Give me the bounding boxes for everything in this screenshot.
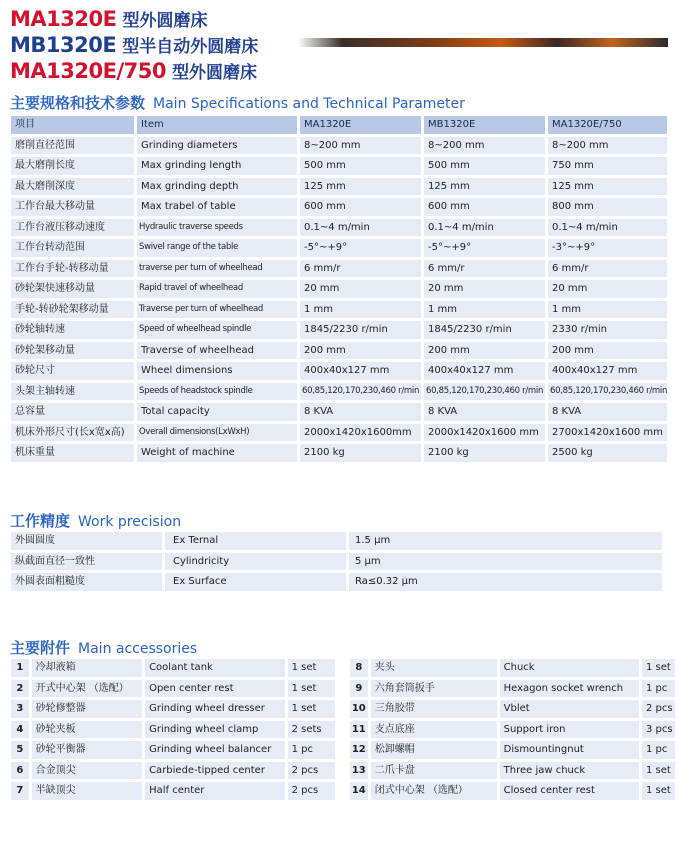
accessory-name-en: Coolant tank bbox=[145, 659, 285, 677]
accessory-name-en: Support iron bbox=[500, 721, 639, 739]
accessory-name-en: Chuck bbox=[500, 659, 639, 677]
param-name-en: Speeds of headstock spindle bbox=[137, 383, 297, 401]
accessory-quantity: 1 pc bbox=[642, 741, 675, 759]
model-name: MB1320E bbox=[10, 33, 117, 57]
accessory-number: 10 bbox=[350, 700, 368, 718]
table-row bbox=[11, 260, 667, 278]
param-value: 8 KVA bbox=[300, 403, 421, 421]
accessory-quantity: 2 pcs bbox=[642, 700, 675, 718]
accessory-name-cn: 松卸螺帽 bbox=[371, 741, 497, 759]
section-title-en: Main accessories bbox=[78, 641, 198, 657]
param-name-cn: 砂轮轴转速 bbox=[11, 321, 134, 339]
accessory-name-en: Grinding wheel clamp bbox=[145, 721, 285, 739]
accessory-name-en: Grinding wheel dresser bbox=[145, 700, 285, 718]
accessory-name-cn: 砂轮平衡器 bbox=[32, 741, 142, 759]
param-name-cn: 砂轮架移动量 bbox=[11, 342, 134, 360]
section-title-cn: 工作精度 bbox=[10, 512, 71, 530]
accessory-quantity: 1 set bbox=[642, 762, 675, 780]
accessory-quantity: 1 pc bbox=[288, 741, 335, 759]
precision-value: 5 μm bbox=[349, 553, 662, 571]
param-name-en: Swivel range of the table bbox=[137, 239, 297, 257]
column-gap bbox=[338, 741, 347, 759]
param-value: 0.1~4 m/min bbox=[548, 219, 667, 237]
param-value: 20 mm bbox=[300, 280, 421, 298]
precision-table bbox=[8, 529, 665, 594]
accessory-quantity: 1 set bbox=[288, 700, 335, 718]
accessory-number: 6 bbox=[11, 762, 29, 780]
accessory-name-en: Three jaw chuck bbox=[500, 762, 639, 780]
column-header: 项目 bbox=[11, 116, 134, 134]
header-banner-image bbox=[298, 38, 668, 47]
param-value: 6 mm/r bbox=[300, 260, 421, 278]
accessory-name-cn: 六角套筒扳手 bbox=[371, 680, 497, 698]
table-row bbox=[11, 741, 675, 759]
param-name-en: Hydraulic traverse speeds bbox=[137, 219, 297, 237]
accessory-name-en: Vblet bbox=[500, 700, 639, 718]
table-row bbox=[11, 553, 662, 571]
param-value: 6 mm/r bbox=[548, 260, 667, 278]
table-row bbox=[11, 782, 675, 800]
accessory-number: 12 bbox=[350, 741, 368, 759]
param-value: 1 mm bbox=[424, 301, 545, 319]
param-value: -5°~+9° bbox=[300, 239, 421, 257]
accessory-name-cn: 三角胶带 bbox=[371, 700, 497, 718]
column-header: Item bbox=[137, 116, 297, 134]
model-name: MA1320E/750 bbox=[10, 59, 166, 83]
accessory-name-cn: 闭式中心架 （选配） bbox=[371, 782, 497, 800]
section-title-en: Main Specifications and Technical Parameter bbox=[153, 96, 465, 112]
param-name-cn: 工作台手轮-转移动量 bbox=[11, 260, 134, 278]
precision-item-cn: 外圆表面粗糙度 bbox=[11, 573, 162, 591]
accessory-name-en: Closed center rest bbox=[500, 782, 639, 800]
accessory-name-cn: 砂轮修整器 bbox=[32, 700, 142, 718]
param-value: 8 KVA bbox=[548, 403, 667, 421]
column-gap bbox=[338, 721, 347, 739]
param-name-en: Weight of machine bbox=[137, 444, 297, 462]
table-row bbox=[11, 301, 667, 319]
param-value: 750 mm bbox=[548, 157, 667, 175]
param-name-en: Wheel dimensions bbox=[137, 362, 297, 380]
param-name-en: Traverse of wheelhead bbox=[137, 342, 297, 360]
param-value: 1 mm bbox=[548, 301, 667, 319]
param-name-en: Traverse per turn of wheelhead bbox=[137, 301, 297, 319]
param-value: 20 mm bbox=[548, 280, 667, 298]
table-row bbox=[11, 321, 667, 339]
param-value: 500 mm bbox=[300, 157, 421, 175]
accessory-name-en: Dismountingnut bbox=[500, 741, 639, 759]
param-value: 8 KVA bbox=[424, 403, 545, 421]
param-name-en: Speed of wheelhead spindle bbox=[137, 321, 297, 339]
table-row bbox=[11, 532, 662, 550]
model-name: MA1320E bbox=[10, 7, 117, 31]
param-value: 1845/2230 r/min bbox=[424, 321, 545, 339]
accessory-name-en: Half center bbox=[145, 782, 285, 800]
table-header-row bbox=[11, 116, 667, 134]
param-name-en: Total capacity bbox=[137, 403, 297, 421]
accessories-section-heading bbox=[10, 637, 197, 658]
table-row bbox=[11, 219, 667, 237]
precision-item-cn: 外圆圆度 bbox=[11, 532, 162, 550]
accessory-name-cn: 合金顶尖 bbox=[32, 762, 142, 780]
accessory-name-en: Open center rest bbox=[145, 680, 285, 698]
column-gap bbox=[338, 680, 347, 698]
accessory-name-cn: 开式中心架 （选配） bbox=[32, 680, 142, 698]
accessory-number: 11 bbox=[350, 721, 368, 739]
table-row bbox=[11, 424, 667, 442]
param-value: 400x40x127 mm bbox=[424, 362, 545, 380]
param-value: 60,85,120,170,230,460 r/min bbox=[424, 383, 545, 401]
param-value: 8~200 mm bbox=[300, 137, 421, 155]
table-row bbox=[11, 178, 667, 196]
accessories-table bbox=[8, 656, 678, 803]
param-value: 2330 r/min bbox=[548, 321, 667, 339]
accessory-name-cn: 二爪卡盘 bbox=[371, 762, 497, 780]
table-row bbox=[11, 239, 667, 257]
accessory-number: 3 bbox=[11, 700, 29, 718]
table-row bbox=[11, 762, 675, 780]
table-row bbox=[11, 444, 667, 462]
section-title-en: Work precision bbox=[78, 514, 182, 530]
table-row bbox=[11, 157, 667, 175]
param-value: -5°~+9° bbox=[424, 239, 545, 257]
param-name-en: Max trabel of table bbox=[137, 198, 297, 216]
column-gap bbox=[338, 700, 347, 718]
param-value: 800 mm bbox=[548, 198, 667, 216]
param-name-cn: 工作台转动范围 bbox=[11, 239, 134, 257]
param-name-cn: 最大磨削深度 bbox=[11, 178, 134, 196]
accessory-name-cn: 冷却液箱 bbox=[32, 659, 142, 677]
table-row bbox=[11, 383, 667, 401]
param-name-cn: 工作台液压移动速度 bbox=[11, 219, 134, 237]
precision-item-en: Ex Ternal bbox=[165, 532, 346, 550]
param-value: 2000x1420x1600mm bbox=[300, 424, 421, 442]
title-line-1 bbox=[10, 6, 207, 31]
table-row bbox=[11, 362, 667, 380]
param-value: 20 mm bbox=[424, 280, 545, 298]
section-title-cn: 主要附件 bbox=[10, 639, 71, 657]
param-name-en: Overall dimensions(LxWxH) bbox=[137, 424, 297, 442]
column-gap bbox=[338, 782, 347, 800]
section-title-cn: 主要规格和技术参数 bbox=[10, 94, 146, 112]
accessory-number: 9 bbox=[350, 680, 368, 698]
param-name-cn: 工作台最大移动量 bbox=[11, 198, 134, 216]
param-value: 60,85,120,170,230,460 r/min bbox=[300, 383, 421, 401]
accessory-name-cn: 夹头 bbox=[371, 659, 497, 677]
param-value: 2000x1420x1600 mm bbox=[424, 424, 545, 442]
param-value: 125 mm bbox=[424, 178, 545, 196]
param-name-en: Max grinding length bbox=[137, 157, 297, 175]
accessory-name-en: Grinding wheel balancer bbox=[145, 741, 285, 759]
precision-value: 1.5 μm bbox=[349, 532, 662, 550]
param-name-en: traverse per turn of wheelhead bbox=[137, 260, 297, 278]
param-value: 8~200 mm bbox=[548, 137, 667, 155]
param-name-en: Max grinding depth bbox=[137, 178, 297, 196]
param-name-cn: 砂轮架快速移动量 bbox=[11, 280, 134, 298]
machine-type: 型半自动外圆磨床 bbox=[122, 37, 259, 57]
param-value: 600 mm bbox=[300, 198, 421, 216]
param-value: 0.1~4 m/min bbox=[300, 219, 421, 237]
specs-table bbox=[8, 113, 670, 465]
machine-type: 型外圆磨床 bbox=[122, 11, 208, 31]
accessory-quantity: 1 set bbox=[288, 659, 335, 677]
accessory-name-cn: 砂轮夹板 bbox=[32, 721, 142, 739]
param-value: 1 mm bbox=[300, 301, 421, 319]
param-value: 200 mm bbox=[548, 342, 667, 360]
column-header: MA1320E bbox=[300, 116, 421, 134]
accessory-name-cn: 半缺顶尖 bbox=[32, 782, 142, 800]
param-value: 8~200 mm bbox=[424, 137, 545, 155]
machine-type: 型外圆磨床 bbox=[171, 63, 257, 83]
accessory-quantity: 1 set bbox=[288, 680, 335, 698]
accessory-quantity: 3 pcs bbox=[642, 721, 675, 739]
param-value: 2100 kg bbox=[424, 444, 545, 462]
param-value: 200 mm bbox=[300, 342, 421, 360]
accessory-quantity: 1 set bbox=[642, 782, 675, 800]
param-value: 500 mm bbox=[424, 157, 545, 175]
param-value: 2700x1420x1600 mm bbox=[548, 424, 667, 442]
param-value: 6 mm/r bbox=[424, 260, 545, 278]
param-value: 1845/2230 r/min bbox=[300, 321, 421, 339]
precision-section-heading bbox=[10, 510, 181, 531]
table-row bbox=[11, 680, 675, 698]
table-row bbox=[11, 137, 667, 155]
param-name-cn: 手轮-转砂轮架移动量 bbox=[11, 301, 134, 319]
accessory-number: 8 bbox=[350, 659, 368, 677]
param-value: 600 mm bbox=[424, 198, 545, 216]
accessory-quantity: 1 pc bbox=[642, 680, 675, 698]
table-row bbox=[11, 403, 667, 421]
param-value: 60,85,120,170,230,460 r/min bbox=[548, 383, 667, 401]
accessory-quantity: 1 set bbox=[642, 659, 675, 677]
param-name-en: Rapid travel of wheelhead bbox=[137, 280, 297, 298]
accessory-number: 4 bbox=[11, 721, 29, 739]
precision-item-en: Ex Surface bbox=[165, 573, 346, 591]
accessory-number: 5 bbox=[11, 741, 29, 759]
param-value: 125 mm bbox=[300, 178, 421, 196]
param-name-cn: 砂轮尺寸 bbox=[11, 362, 134, 380]
table-row bbox=[11, 198, 667, 216]
title-line-2 bbox=[10, 32, 258, 57]
param-name-cn: 总容量 bbox=[11, 403, 134, 421]
accessory-quantity: 2 pcs bbox=[288, 762, 335, 780]
table-row bbox=[11, 721, 675, 739]
param-value: 2500 kg bbox=[548, 444, 667, 462]
accessory-quantity: 2 pcs bbox=[288, 782, 335, 800]
param-value: 200 mm bbox=[424, 342, 545, 360]
param-name-cn: 机床重量 bbox=[11, 444, 134, 462]
column-header: MB1320E bbox=[424, 116, 545, 134]
accessory-name-en: Hexagon socket wrench bbox=[500, 680, 639, 698]
accessory-name-en: Carbiede-tipped center bbox=[145, 762, 285, 780]
param-name-cn: 磨削直径范围 bbox=[11, 137, 134, 155]
param-name-cn: 机床外形尺寸(长x宽x高) bbox=[11, 424, 134, 442]
accessory-number: 14 bbox=[350, 782, 368, 800]
param-name-cn: 头架主轴转速 bbox=[11, 383, 134, 401]
precision-value: Ra≤0.32 μm bbox=[349, 573, 662, 591]
accessory-name-cn: 支点底座 bbox=[371, 721, 497, 739]
accessory-number: 2 bbox=[11, 680, 29, 698]
table-row bbox=[11, 280, 667, 298]
table-row bbox=[11, 700, 675, 718]
specs-section-heading bbox=[10, 92, 465, 113]
accessory-quantity: 2 sets bbox=[288, 721, 335, 739]
param-value: 0.1~4 m/min bbox=[424, 219, 545, 237]
param-value: -3°~+9° bbox=[548, 239, 667, 257]
table-row bbox=[11, 342, 667, 360]
accessory-number: 7 bbox=[11, 782, 29, 800]
title-line-3 bbox=[10, 58, 257, 83]
precision-item-en: Cylindricity bbox=[165, 553, 346, 571]
accessory-number: 13 bbox=[350, 762, 368, 780]
table-row bbox=[11, 659, 675, 677]
param-value: 400x40x127 mm bbox=[300, 362, 421, 380]
precision-item-cn: 纵截面直径一致性 bbox=[11, 553, 162, 571]
column-gap bbox=[338, 659, 347, 677]
param-value: 2100 kg bbox=[300, 444, 421, 462]
param-value: 400x40x127 mm bbox=[548, 362, 667, 380]
column-header: MA1320E/750 bbox=[548, 116, 667, 134]
param-name-cn: 最大磨削长度 bbox=[11, 157, 134, 175]
accessory-number: 1 bbox=[11, 659, 29, 677]
table-row bbox=[11, 573, 662, 591]
param-value: 125 mm bbox=[548, 178, 667, 196]
column-gap bbox=[338, 762, 347, 780]
param-name-en: Grinding diameters bbox=[137, 137, 297, 155]
